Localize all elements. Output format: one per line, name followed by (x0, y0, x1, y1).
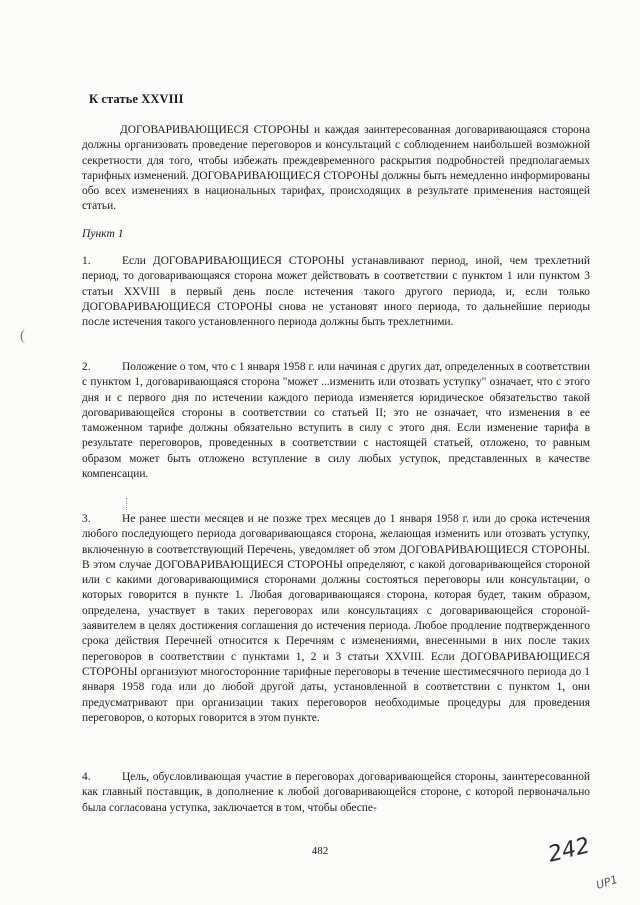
paragraph-number: 4. (82, 771, 91, 783)
paragraph-text: Цель, обусловливающая участие в переговорах договаривающейся стороны, заинтересованной как главный поставщик, в дополнение к любой договаривающейся стороне, с которой первоначально была согласована уступка, заключается в том, чтобы обеспе- (82, 771, 590, 814)
subsection-heading: Пункт 1 (82, 227, 124, 240)
paragraph-2 (82, 360, 590, 482)
paragraph-text: Не ранее шести месяцев и не позже трех месяцев до 1 января 1958 г. или до срока истечения любого последующего периода договаривающаяся сторона, желающая изменить или отозвать уступку, включенную в соответствующий Перечень, уведомляет об этом ДОГОВАРИВАЮЩИЕСЯ СТОРОНЫ. В этом случае ДОГОВАРИВАЮЩИЕСЯ СТОРОНЫ определяют, с какой договаривающейся стороной или с какими договаривающимися сторонами должны состояться переговоры или консультации, о которых говорится в пункте 1. Любая договаривающаяся сторона, которая будет, таким образом, определена, участвует в таких переговорах или консультациях с договаривающейся стороной-заявителем в целях достижения соглашения до истечения периода. Любое продление подтвержденного срока действия Перечней относится к Перечням с изменениями, внесенными в них после таких переговоров в соответствии с пунктами 1, 2 и 3 статьи XXVIII. Если ДОГОВАРИВАЮЩИЕСЯ СТОРОНЫ организуют многосторонние тарифные переговоры в течение шестимесячного периода до 1 января 1958 года или до любой другой даты, установленной в соответствии с пунктом 1, они предусматривают при организации таких переговоров необходимые процедуры для проведения переговоров, о которых говорится в этом пункте. (82, 513, 590, 724)
section-heading: К статье XXVIII (89, 92, 184, 106)
handwritten-page-number: 242 (545, 833, 593, 868)
page-number: 482 (311, 845, 329, 857)
intro-paragraph: ДОГОВАРИВАЮЩИЕСЯ СТОРОНЫ и каждая заинтересованная договаривающаяся сторона должны организовать проведение переговоров и консультаций с соблюдением наибольшей возможной секретности для того, чтобы избежать преждевременного раскрытия подробностей предполагаемых тарифных изменений. ДОГОВАРИВАЮЩИЕСЯ СТОРОНЫ должны быть немедленно информированы обо всех изменениях в национальных тарифах, происходящих в результате применения настоящей статьи. (82, 124, 590, 213)
paragraph-text: Положение о том, что с 1 января 1958 г. или начиная с других дат, определенных в соответствии с пунктом 1, договаривающаяся сторона "может ...изменить или отозвать уступку" означает, что с этого дня и с первого дня по истечении каждого периода изменяется юридическое обязательство такой договаривающейся стороны в соответствии со статьей II; это не означает, что изменения в ее таможенном тарифе должны обязательно вступить в силу с этого дня. Если изменение тарифа в результате переговоров, проведенных в соответствии с настоящей статьей, отложено, то равным образом может быть отложено вступление в силу любых уступок, представленных в качестве компенсации. (82, 361, 590, 481)
scan-smudge (126, 498, 133, 510)
paragraph-number: 1. (82, 255, 91, 267)
paragraph-number: 2. (82, 361, 91, 373)
paragraph-3 (82, 512, 590, 726)
paragraph-text: Если ДОГОВАРИВАЮЩИЕСЯ СТОРОНЫ устанавливают период, иной, чем трехлетний период, то договаривающаяся сторона может действовать в соответствии с пунктом 1 или пунктом 3 статьи XXVIII в первый день после истечения такого другого периода, и, если только ДОГОВАРИВАЮЩИЕСЯ СТОРОНЫ снова не установят иного периода, то дальнейшие периоды после истечения такого установленного периода должны быть трехлетними. (82, 255, 590, 329)
paragraph-1 (82, 254, 590, 330)
paragraph-number: 3. (82, 513, 91, 525)
paragraph-4 (82, 770, 590, 816)
margin-bracket-mark: ( (20, 328, 25, 344)
handwritten-mark: UP1 (594, 872, 620, 893)
